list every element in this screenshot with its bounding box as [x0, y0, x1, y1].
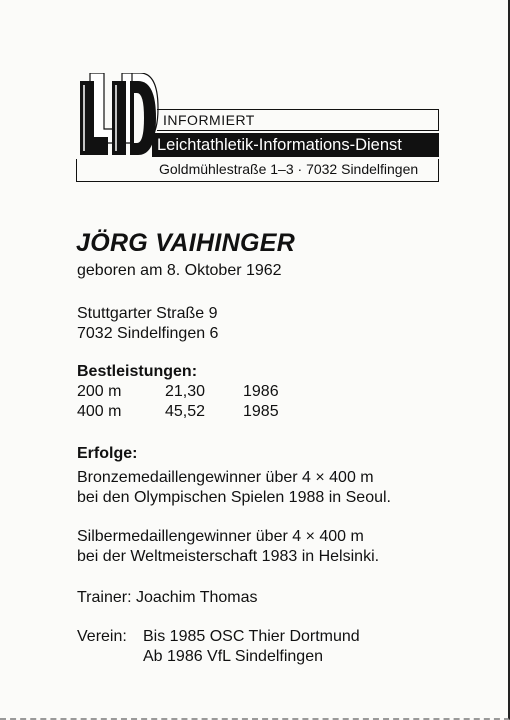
year: 1985 [243, 403, 279, 420]
table-row [77, 382, 279, 402]
achievement-line: Silbermedaillengewinner über 4 × 400 m [77, 528, 364, 545]
address-block [77, 304, 218, 344]
achievement-line: bei der Weltmeisterschaft 1983 in Helsinki. [77, 548, 380, 565]
event: 200 m [77, 383, 122, 400]
bests-table [77, 382, 279, 422]
club-line-2: Ab 1986 VfL Sindelfingen [143, 648, 323, 665]
club-block [77, 627, 360, 667]
achievement-item [77, 468, 391, 508]
street: Stuttgarter Straße 9 [77, 305, 218, 322]
table-row [77, 402, 279, 422]
header-address: Goldmühlestraße 1–3 · 7032 Sindelfingen [76, 159, 439, 182]
club-line-1: Bis 1985 OSC Thier Dortmund [143, 628, 360, 645]
achievements-heading: Erfolge: [77, 445, 138, 462]
bests-section [77, 362, 279, 422]
trainer-label: Trainer: [77, 589, 132, 606]
city: 7032 Sindelfingen 6 [77, 325, 219, 342]
achievements-section [77, 444, 391, 567]
achievement-item [77, 527, 391, 567]
club-label: Verein: [77, 628, 127, 645]
year: 1986 [243, 383, 279, 400]
header-service-name: Leichtathletik-Informations-Dienst [152, 133, 439, 157]
time: 45,52 [165, 403, 206, 420]
time: 21,30 [165, 383, 206, 400]
lid-logo [76, 73, 161, 163]
trainer-name: Joachim Thomas [135, 589, 258, 606]
header-informiert: INFORMIERT [157, 109, 439, 131]
event: 400 m [77, 403, 122, 420]
birth-date: geboren am 8. Oktober 1962 [77, 262, 282, 279]
achievement-line: Bronzemedaillengewinner über 4 × 400 m [77, 469, 374, 486]
lid-logo-icon [76, 73, 161, 163]
athlete-name: JÖRG VAIHINGER [76, 229, 296, 257]
trainer-line [77, 588, 258, 608]
achievement-line: bei den Olympischen Spielen 1988 in Seoul. [77, 489, 391, 506]
bests-heading: Bestleistungen: [77, 363, 198, 380]
